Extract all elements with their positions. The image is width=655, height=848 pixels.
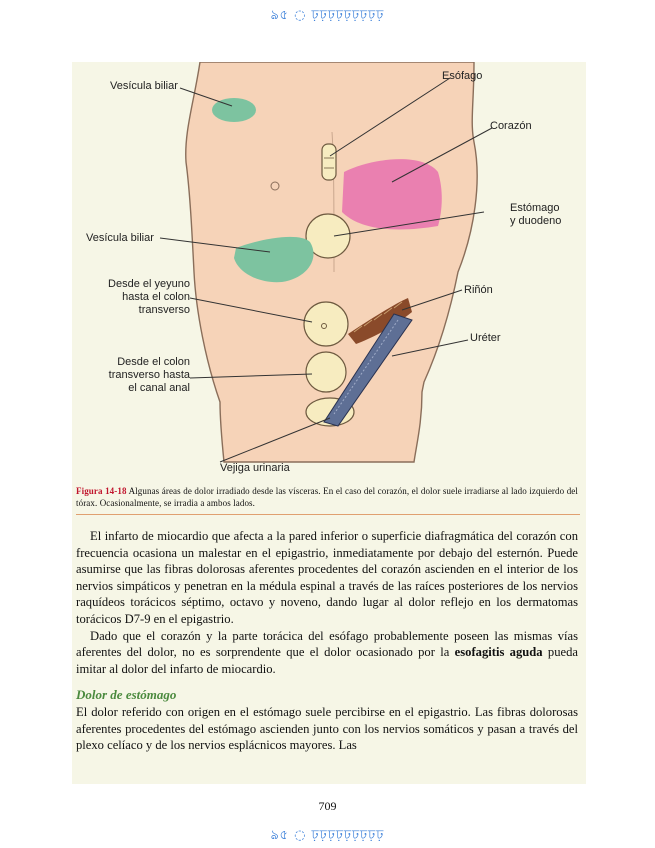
- body-text: [76, 528, 578, 754]
- label-gallbladder-top: Vesícula biliar: [110, 80, 178, 92]
- paragraph-3: El dolor referido con origen en el estómago suele percibirse en el epigastrio. Las fibras dolorosas aferentes procedentes del estómago ascienden junto con los nervios somáticos y pasan a través del plexo celíaco y de los nervios esplácnicos mayores. Las: [76, 704, 578, 753]
- colon-area: [306, 352, 346, 392]
- paragraph-1: El infarto de miocardio que afecta a la pared inferior o superficie diafragmática del corazón con frecuencia ocasiona un malestar en el epigastrio, inmediatamente por debajo del esternón. Puede asumirse que las fibras dolorosas aferentes procedentes del corazón ascienden en el interior de los nervios simpáticos y penetran en la médula espinal a través de las raíces posteriores de los nervios raquídeos torácicos séptimo, octavo y noveno, dando lugar al dolor reflejo en los dermatomas torácicos D7-9 en el epigastrio.: [76, 529, 578, 626]
- page-number: 709: [318, 799, 337, 813]
- label-gallbladder-mid: Vesícula biliar: [86, 232, 154, 244]
- label-ureter: Uréter: [470, 332, 501, 344]
- figure-number: Figura 14-18: [76, 486, 127, 496]
- label-colon-3: el canal anal: [128, 382, 190, 394]
- label-jejunum-1: Desde el yeyuno: [108, 278, 190, 290]
- heart-area: [342, 159, 442, 229]
- figure-caption: [76, 485, 578, 509]
- footer-watermark: ঌ৫ ◌ ঢ়ঢ়ঢ়ঢ়ঢ়ঢ়ঢ়ঢ়ঢ়: [270, 828, 385, 843]
- esophagus-area: [322, 144, 336, 180]
- section-title: Dolor de estómago: [76, 687, 177, 703]
- paragraph-2-end: pueda imitar al dolor del infarto de miocardio.: [76, 645, 579, 676]
- label-heart: Corazón: [490, 120, 532, 132]
- label-esophagus: Esófago: [442, 70, 483, 82]
- label-jejunum-2: hasta el colon: [122, 291, 190, 303]
- label-jejunum-3: transverso: [138, 304, 190, 316]
- label-colon-1: Desde el colon: [117, 356, 190, 368]
- header-watermark: ঌ৫ ◌ ঢ়ঢ়ঢ়ঢ়ঢ়ঢ়ঢ়ঢ়ঢ়: [270, 8, 385, 23]
- label-stomach-2: y duodeno: [510, 215, 562, 227]
- paragraph-2-bold: esofagitis aguda: [454, 645, 543, 660]
- content-panel: [72, 62, 586, 784]
- caption-text: Algunas áreas de dolor irradiado desde las vísceras. En el caso del corazón, el dolor suele irradiarse al lado izquierdo del tórax. Ocasionalmente, se irradia a ambos lados.: [76, 486, 578, 508]
- paragraph-2-start: Dado que el corazón y la parte torácica del esófago probablemente poseen las mismas vías aferentes del dolor, no es sorprendente que el dolor ocasionado por la: [76, 628, 578, 660]
- label-colon-2: transverso hasta: [108, 369, 190, 381]
- label-kidney: Riñón: [464, 284, 493, 296]
- referred-pain-figure: [72, 62, 586, 482]
- label-stomach-1: Estómago: [510, 202, 560, 214]
- paragraph-2: [76, 628, 578, 678]
- label-bladder: Vejiga urinaria: [220, 462, 290, 474]
- caption-divider: [76, 514, 580, 515]
